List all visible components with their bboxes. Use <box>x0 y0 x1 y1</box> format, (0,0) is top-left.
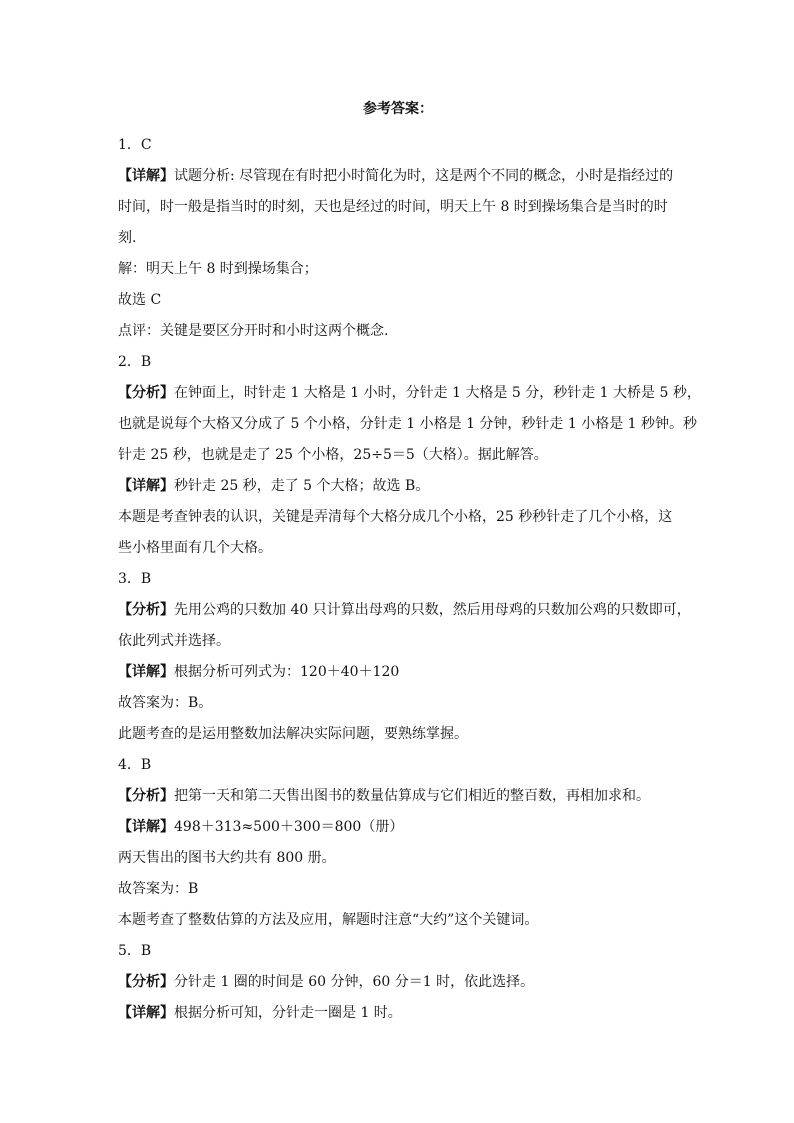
section-tag: 【详解】 <box>118 664 174 680</box>
line-text: 依此列式并选择。 <box>118 633 230 649</box>
line-text: 些小格里面有几个大格。 <box>118 540 272 556</box>
line-text: 在钟面上，时针走 1 大格是 1 小时，分针走 1 大格是 5 分，秒针走 1 大桥是 5 秒， <box>174 385 701 401</box>
line-text: 本题是考查钟表的认识，关键是弄清每个大格分成几个小格，25 秒秒针走了几个小格，这 <box>118 509 673 525</box>
line-text: 4．B <box>118 757 152 773</box>
line-text: 故答案为：B。 <box>118 695 213 711</box>
line-text: 498＋313≈500＋300＝800（册） <box>174 819 404 835</box>
text-line <box>118 254 678 285</box>
section-tag: 【详解】 <box>118 168 174 184</box>
text-line <box>118 626 678 657</box>
section-tag: 【详解】 <box>118 819 174 835</box>
text-line <box>118 378 701 409</box>
text-line <box>118 905 678 936</box>
text-line <box>118 471 678 502</box>
line-text: 5．B <box>118 943 152 959</box>
text-line <box>118 781 678 812</box>
text-line <box>118 812 678 843</box>
text-line <box>118 688 678 719</box>
text-line <box>118 719 678 750</box>
text-line <box>118 595 691 626</box>
section-tag: 【详解】 <box>118 478 174 494</box>
line-text: 根据分析可知，分针走一圈是 1 时。 <box>174 1005 402 1021</box>
line-text: 针走 25 秒，也就是走了 25 个小格，25÷5＝5（大格）。据此解答。 <box>118 447 548 463</box>
text-line <box>118 347 678 378</box>
line-text: 2．B <box>118 354 152 370</box>
page-title: 参考答案： <box>363 101 433 117</box>
text-line <box>118 998 678 1029</box>
section-tag: 【详解】 <box>118 1005 174 1021</box>
text-line <box>118 285 678 316</box>
line-text: 也就是说每个大格又分成了 5 个小格，分针走 1 小格是 1 分钟，秒针走 1 小格是 1 秒钟。秒 <box>118 416 698 432</box>
text-line <box>118 750 678 781</box>
text-line <box>118 316 678 347</box>
line-text: 本题考查了整数估算的方法及应用，解题时注意“大约”这个关键词。 <box>118 912 539 928</box>
text-line <box>118 874 678 905</box>
line-text: 根据分析可列式为：120＋40＋120 <box>174 664 400 680</box>
line-text: 试题分析: 尽管现在有时把小时简化为时，这是两个不同的概念，小时是指经过的 <box>174 168 674 184</box>
text-line <box>118 843 678 874</box>
section-tag: 【分析】 <box>118 385 174 401</box>
text-line <box>118 502 678 533</box>
text-line <box>118 130 678 161</box>
text-line <box>118 440 678 471</box>
answer-lines <box>118 130 701 1029</box>
text-line <box>118 192 678 223</box>
text-line <box>118 936 678 967</box>
line-text: 刻. <box>118 230 137 246</box>
line-text: 3．B <box>118 571 152 587</box>
text-line <box>118 223 678 254</box>
line-text: 1．C <box>118 137 152 153</box>
section-tag: 【分析】 <box>118 602 174 618</box>
text-line <box>118 564 678 595</box>
answer-document <box>118 96 701 1029</box>
text-line <box>118 967 678 998</box>
line-text: 解：明天上午 8 时到操场集合； <box>118 261 318 277</box>
line-text: 点评：关键是要区分开时和小时这两个概念. <box>118 323 389 339</box>
line-text: 秒针走 25 秒，走了 5 个大格；故选 B。 <box>174 478 430 494</box>
text-line <box>118 657 678 688</box>
line-text: 此题考查的是运用整数加法解决实际问题，要熟练掌握。 <box>118 726 468 742</box>
line-text: 故答案为：B <box>118 881 199 897</box>
line-text: 分针走 1 圈的时间是 60 分钟，60 分＝1 时，依此选择。 <box>174 974 535 990</box>
section-tag: 【分析】 <box>118 788 174 804</box>
line-text: 先用公鸡的只数加 40 只计算出母鸡的只数，然后用母鸡的只数加公鸡的只数即可， <box>174 602 691 618</box>
line-text: 两天售出的图书大约共有 800 册。 <box>118 850 336 866</box>
line-text: 把第一天和第二天售出图书的数量估算成与它们相近的整百数，再相加求和。 <box>174 788 650 804</box>
text-line <box>118 533 678 564</box>
line-text: 故选 C <box>118 292 162 308</box>
section-tag: 【分析】 <box>118 974 174 990</box>
text-line <box>118 161 678 192</box>
text-line <box>118 409 698 440</box>
line-text: 时间，时一般是指当时的时刻，天也是经过的时间，明天上午 8 时到操场集合是当时的时 <box>118 199 668 215</box>
